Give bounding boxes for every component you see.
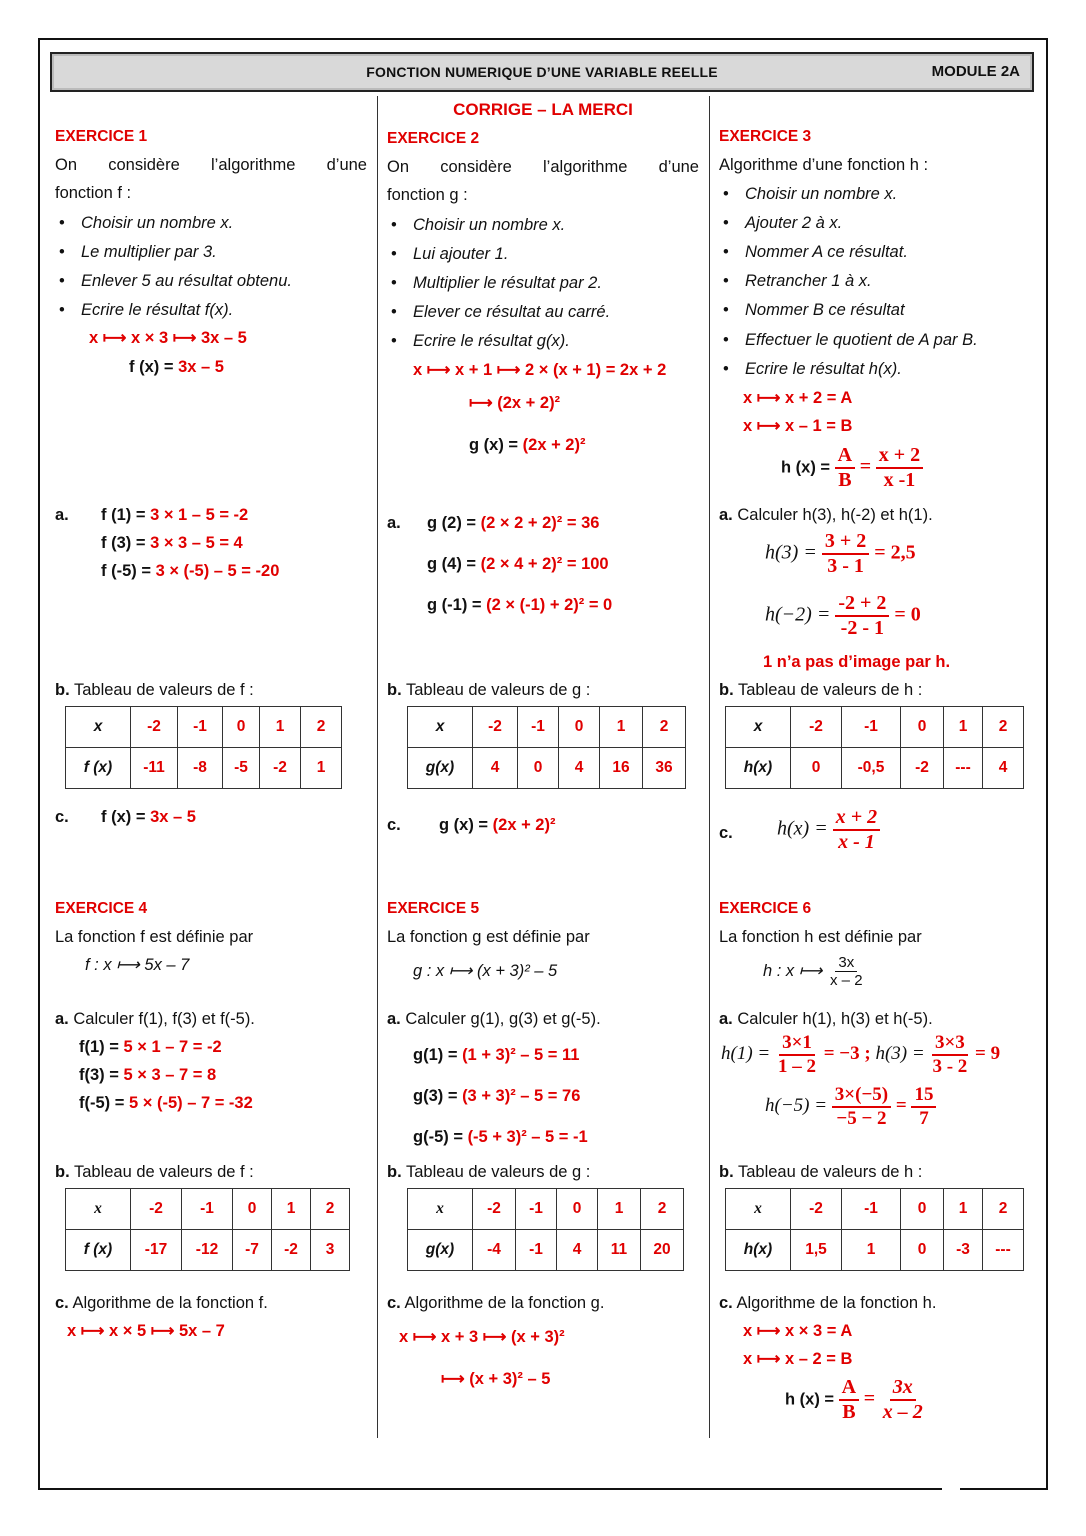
algorithm-line: ⟼ (x + 3)² – 5 <box>441 1370 551 1388</box>
formula-line: h(x) = $\frac{x + 2}{x - 1}$ <box>777 806 880 854</box>
formula-line: h (x) = $\frac{A}{B}$ = $\frac{x + 2}{x -1}$ <box>781 444 923 492</box>
intro-text: On considère l’algorithme d’une <box>55 156 367 174</box>
algorithm-line: x ⟼ x – 2 = B <box>743 1350 853 1368</box>
algorithm-line: x ⟼ x – 1 = B <box>743 417 853 435</box>
part-a-label: a. <box>387 514 401 532</box>
function-definition: g : x ⟼ (x + 3)² – 5 <box>413 962 558 980</box>
intro-text: On considère l’algorithme d’une <box>387 158 699 176</box>
formula-line: h (x) = $\frac{A}{B}$ = $\frac{3x}{x - 2}$ <box>785 1376 923 1423</box>
values-table: x -2 -1 0 1 2 f (x) -11 -8 -5 -2 1 <box>65 706 342 789</box>
exercise-heading: EXERCICE 2 <box>387 130 480 147</box>
column-divider-2 <box>709 96 710 1438</box>
part-a: a. Calculer g(1), g(3) et g(-5). <box>387 1010 601 1028</box>
computation-line: f (1) = 3 × 1 – 5 = -2 <box>101 506 249 524</box>
values-table: x -2 -1 0 1 2 f (x) -17 -12 -7 -2 3 <box>65 1188 350 1271</box>
computation-line: g (2) = (2 × 2 + 2)² = 36 <box>427 514 600 532</box>
computation-line: f(3) = 5 × 3 – 7 = 8 <box>79 1066 217 1084</box>
part-c-label: c. <box>55 808 69 826</box>
exercise-heading: EXERCICE 4 <box>55 900 148 917</box>
part-b: b. Tableau de valeurs de h : <box>719 1163 923 1181</box>
part-c-label: c. <box>387 816 401 834</box>
algorithm-line: x ⟼ x × 3 ⟼ 3x – 5 <box>89 329 247 347</box>
header-title: FONCTION NUMERIQUE D’UNE VARIABLE REELLE <box>366 64 718 80</box>
computation-line: h(1) = $\frac{3\times 1}{1 - 2}$ = −3 ; h(3) = $\frac{3\times 3}{3 - 2}$ = 9 <box>721 1032 1001 1077</box>
function-definition: h : x ⟼ $\frac{3x}{x - 2}$ <box>763 954 863 990</box>
computation-line: f (-5) = 3 × (-5) – 5 = -20 <box>101 562 280 580</box>
part-b: b. Tableau de valeurs de g : <box>387 1163 591 1181</box>
intro-text: La fonction g est définie par <box>387 928 590 946</box>
exercise-heading: EXERCICE 3 <box>719 128 812 145</box>
intro-text: fonction f : <box>55 184 132 202</box>
computation-line: f (3) = 3 × 3 – 5 = 4 <box>101 534 243 552</box>
values-table: x -2 -1 0 1 2 g(x) 4 0 4 16 36 <box>407 706 686 789</box>
formula-line: g (x) = (2x + 2)² <box>439 816 556 834</box>
exercise-heading: EXERCICE 5 <box>387 900 480 917</box>
part-a: a. Calculer f(1), f(3) et f(-5). <box>55 1010 255 1028</box>
values-table: x -2 -1 0 1 2 h(x) 0 -0,5 -2 --- 4 <box>725 706 1024 789</box>
computation-line: g (-1) = (2 × (-1) + 2)² = 0 <box>427 596 613 614</box>
corrige-title: CORRIGE – LA MERCI <box>453 100 633 119</box>
intro-text: La fonction h est définie par <box>719 928 922 946</box>
part-c: c. Algorithme de la fonction h. <box>719 1294 937 1312</box>
computation-line: g (4) = (2 × 4 + 2)² = 100 <box>427 555 609 573</box>
computation-line: f(-5) = 5 × (-5) – 7 = -32 <box>79 1094 253 1112</box>
algorithm-line: x ⟼ x × 3 = A <box>743 1322 853 1340</box>
computation-line: h(−5) = $\frac{3\times(-5)}{-5 - 2}$ = $\frac{15}{7}$ <box>765 1084 936 1130</box>
part-b: b. Tableau de valeurs de f : <box>55 681 254 699</box>
algorithm-line: x ⟼ x + 1 ⟼ 2 × (x + 1) = 2x + 2 <box>413 361 667 379</box>
computation-line: g(1) = (1 + 3)² – 5 = 11 <box>413 1046 580 1064</box>
function-definition: f : x ⟼ 5x – 7 <box>85 956 190 974</box>
computation-line: g(-5) = (-5 + 3)² – 5 = -1 <box>413 1128 588 1146</box>
values-table: x -2 -1 0 1 2 g(x) -4 -1 4 11 20 <box>407 1188 684 1271</box>
part-b: b. Tableau de valeurs de f : <box>55 1163 254 1181</box>
algorithm-line: ⟼ (2x + 2)² <box>469 394 561 412</box>
computation-line: g(3) = (3 + 3)² – 5 = 76 <box>413 1087 581 1105</box>
exercise-heading: EXERCICE 1 <box>55 128 148 145</box>
algorithm-line: x ⟼ x × 5 ⟼ 5x – 7 <box>67 1322 225 1340</box>
computation-line: h(3) = $\frac{3 + 2}{3 - 1}$ = 2,5 <box>765 530 916 577</box>
exercise-heading: EXERCICE 6 <box>719 900 812 917</box>
note-text: 1 n’a pas d’image par h. <box>763 653 951 671</box>
part-a-label: a. <box>55 506 69 524</box>
module-label: MODULE 2A <box>931 63 1020 80</box>
part-c-label: c. <box>719 824 733 842</box>
algorithm-line: x ⟼ x + 3 ⟼ (x + 3)² <box>399 1328 565 1346</box>
part-b: b. Tableau de valeurs de h : <box>719 681 923 699</box>
frame-notch <box>942 1480 960 1496</box>
header-banner <box>50 52 1034 92</box>
formula-line: f (x) = 3x – 5 <box>129 358 224 376</box>
values-table: x -2 -1 0 1 2 h(x) 1,5 1 0 -3 --- <box>725 1188 1024 1271</box>
intro-text: Algorithme d’une fonction h : <box>719 156 929 174</box>
part-c: c. Algorithme de la fonction g. <box>387 1294 605 1312</box>
part-a: a. Calculer h(1), h(3) et h(-5). <box>719 1010 933 1028</box>
computation-line: h(−2) = $\frac{-2 + 2}{-2 - 1}$ = 0 <box>765 592 921 639</box>
computation-line: f(1) = 5 × 1 – 7 = -2 <box>79 1038 222 1056</box>
part-a: a. Calculer h(3), h(-2) et h(1). <box>719 506 933 524</box>
column-divider-1 <box>377 96 378 1438</box>
part-b: b. Tableau de valeurs de g : <box>387 681 591 699</box>
algorithm-line: x ⟼ x + 2 = A <box>743 389 853 407</box>
intro-text: fonction g : <box>387 186 468 204</box>
formula-line: g (x) = (2x + 2)² <box>469 436 586 454</box>
formula-line: f (x) = 3x – 5 <box>101 808 196 826</box>
intro-text: La fonction f est définie par <box>55 928 254 946</box>
part-c: c. Algorithme de la fonction f. <box>55 1294 268 1312</box>
